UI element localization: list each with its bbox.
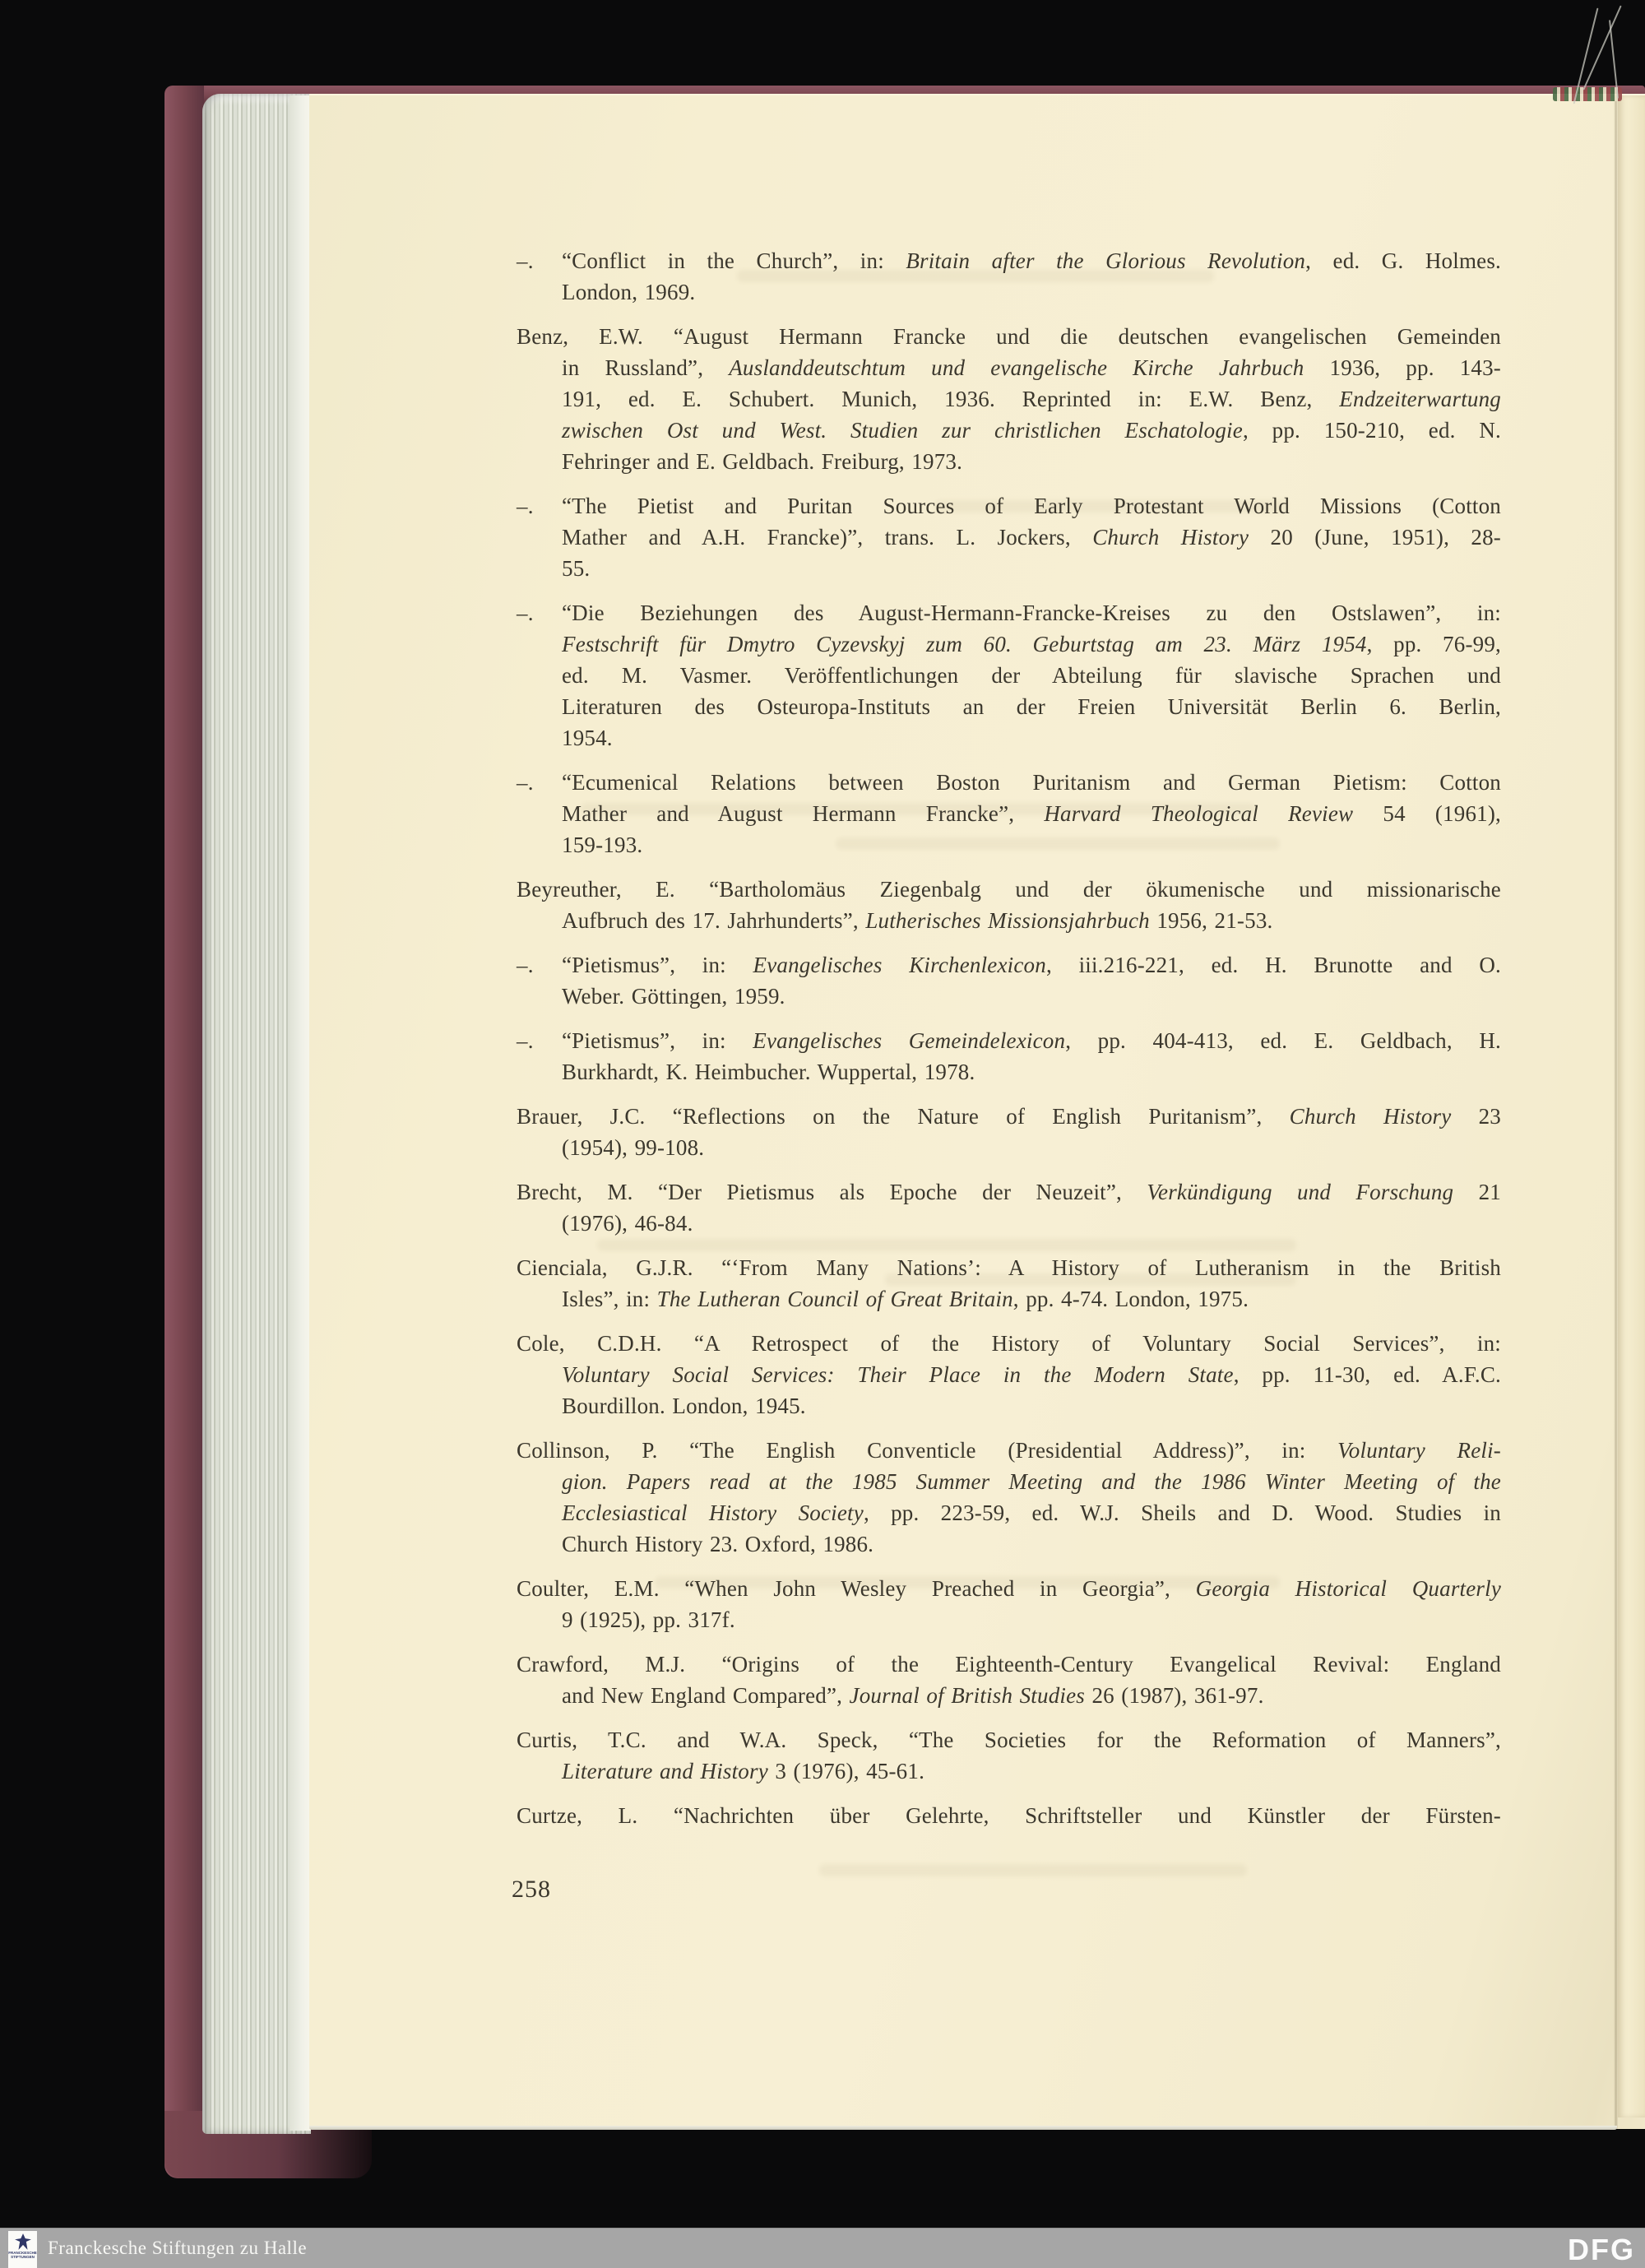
franckesche-logo-text: FRANCKESCHE STIFTUNGEN [8, 2251, 37, 2259]
page-fold-crease [1614, 95, 1618, 2129]
repeat-author-dash: –. [517, 770, 534, 795]
book-page [309, 94, 1645, 2129]
page-stack-highlight [290, 95, 311, 2131]
franckesche-emblem-icon [14, 2233, 32, 2251]
bibliography-entry: Benz, E.W. “August Hermann Francke und die deutschen evangelischen Gemeinden in Russland”, Auslanddeutschtum und evangelische Kirche Jahrbuch 1936, pp. 143- 191, ed. E. Schubert. Munich, 1936. Reprinted in: E.W. Benz, Endzeiterwartung zwischen Ost und West. Studien zur christlichen Eschatologie, pp. 150-210, ed. N. Fehringer and E. Geldbach. Freiburg, 1973. [517, 324, 1501, 474]
bibliography-entry: Coulter, E.M. “When John Wesley Preached in Georgia”, Georgia Historical Quarterly 9 (1925), pp. 317f. [517, 1576, 1502, 1632]
bibliography-entry: Brecht, M. “Der Pietismus als Epoche der Neuzeit”, Verkündigung und Forschung 21 (1976), 46-84. [517, 1180, 1501, 1236]
repeat-author-dash: –. [517, 248, 534, 273]
adjacent-page-edge [1618, 95, 1645, 2117]
bibliography-entry: –. “Pietismus”, in: Evangelisches Kirchenlexicon, iii.216-221, ed. H. Brunotte and O. Weber. Göttingen, 1959. [517, 949, 1501, 1012]
bibliography-entry: Cole, C.D.H. “A Retrospect of the History of Voluntary Social Services”, in: Voluntary Social Services: Their Place in the Modern State, pp. 11-30, ed. A.F.C. Bourdillon. London, 1945. [517, 1331, 1501, 1418]
footer-institution-label: Franckesche Stiftungen zu Halle [48, 2238, 308, 2258]
repeat-author-dash: –. [517, 953, 534, 977]
bibliography-entry: Cienciala, G.J.R. “‘From Many Nations’: A History of Lutheranism in the British Isles”, in: The Lutheran Council of Great Britain, pp. 4-74. London, 1975. [517, 1255, 1501, 1311]
footer-bar [0, 2228, 1645, 2268]
bibliography-entry: –. “Pietismus”, in: Evangelisches Gemeindelexicon, pp. 404-413, ed. E. Geldbach, H. Burkhardt, K. Heimbucher. Wuppertal, 1978. [517, 1025, 1501, 1088]
franckesche-stiftungen-logo [8, 2231, 37, 2268]
bibliography-entry: Curtze, L. “Nachrichten über Gelehrte, Schriftsteller und Künstler der Fürsten- [517, 1803, 1501, 1828]
bibliography-entry: Collinson, P. “The English Conventicle (Presidential Address)”, in: Voluntary Reli- gion. Papers read at the 1985 Summer Meeting and the 1986 Winter Meeting of the Ecclesiastical History Society, pp. 223-59, ed. W.J. Sheils and D. Wood. Studies in Church History 23. Oxford, 1986. [517, 1438, 1501, 1556]
bibliography-entry: Beyreuther, E. “Bartholomäus Ziegenbalg und der ökumenische und missionarische Aufbruch des 17. Jahrhunderts”, Lutherisches Missionsjahrbuch 1956, 21-53. [517, 877, 1501, 933]
bibliography-entry: Curtis, T.C. and W.A. Speck, “The Societies for the Reformation of Manners”, Literature and History 3 (1976), 45-61. [517, 1728, 1501, 1783]
show-through-ghosting [819, 1864, 1247, 1876]
repeat-author-dash: –. [517, 1028, 534, 1053]
page-number: 258 [512, 1876, 551, 1903]
bibliography-entry: Brauer, J.C. “Reflections on the Nature of English Puritanism”, Church History 23 (1954), 99-108. [517, 1104, 1501, 1160]
bibliography-entry: –. “Conflict in the Church”, in: Britain after the Glorious Revolution, ed. G. Holmes. London, 1969. [517, 245, 1501, 308]
book-cover-spine-edge [164, 86, 204, 2178]
bookmark-threads [1559, 0, 1645, 115]
bibliography-entry: –. “The Pietist and Puritan Sources of Early Protestant World Missions (Cotton Mather and A.H. Francke)”, trans. L. Jockers, Church History 20 (June, 1951), 28- 55. [517, 490, 1501, 584]
bibliography-entry: Crawford, M.J. “Origins of the Eighteenth-Century Evangelical Revival: England and New England Compared”, Journal of British Studies 26 (1987), 361-97. [517, 1652, 1501, 1708]
bibliography-list [517, 245, 1501, 1844]
bibliography-entry: –. “Ecumenical Relations between Boston Puritanism and German Pietism: Cotton Mather and August Hermann Francke”, Harvard Theological Review 54 (1961), 159-193. [517, 767, 1501, 860]
dfg-logo: DFG [1568, 2233, 1635, 2266]
bibliography-entry: –. “Die Beziehungen des August-Hermann-Francke-Kreises zu den Ostslawen”, in: Festschrift für Dmytro Cyzevskyj zum 60. Geburtstag am 23. März 1954, pp. 76-99, ed. M. Vasmer. Veröffentlichungen der Abteilung für slavische Sprachen und Literaturen des Osteuropa-Instituts an der Freien Universität Berlin 6. Berlin, 1954. [517, 597, 1501, 754]
repeat-author-dash: –. [517, 494, 534, 518]
page-bottom-edge [309, 2126, 1617, 2130]
repeat-author-dash: –. [517, 601, 534, 625]
